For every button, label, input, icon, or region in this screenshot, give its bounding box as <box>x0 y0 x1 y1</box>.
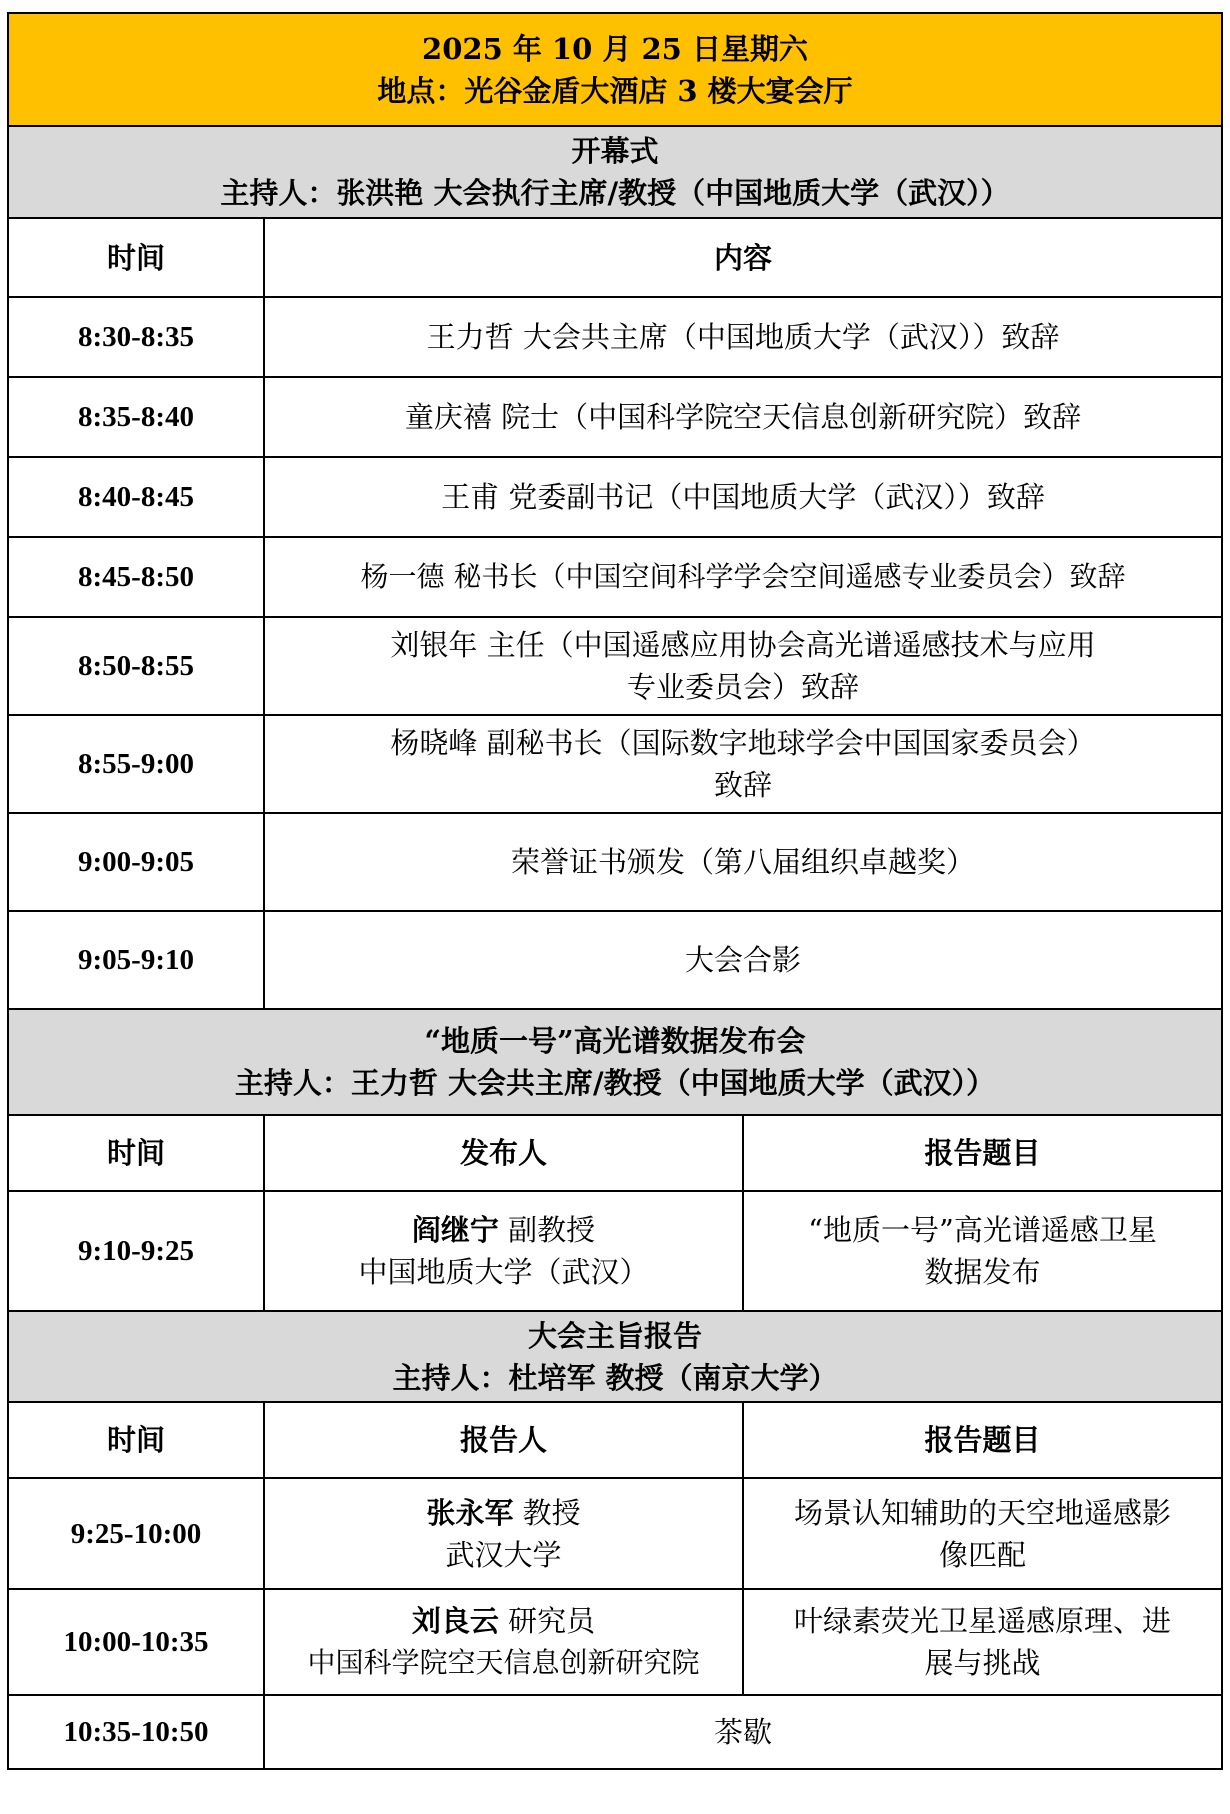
section-host: 主持人：王力哲 大会共主席/教授（中国地质大学（武汉）） <box>234 1066 996 1100</box>
table-row <box>8 617 1222 715</box>
column-header-person: 发布人 <box>264 1115 743 1191</box>
row-person <box>264 1589 743 1695</box>
person-org: 中国科学院空天信息创新研究院 <box>307 1646 700 1679</box>
row-person <box>264 1191 743 1311</box>
table-row <box>8 715 1222 813</box>
column-header-time: 时间 <box>8 1402 264 1478</box>
person-name: 阎继宁 <box>411 1213 499 1247</box>
person-org: 中国地质大学（武汉） <box>358 1255 649 1289</box>
person-role: 副教授 <box>498 1213 596 1247</box>
row-time: 10:00-10:35 <box>8 1589 264 1695</box>
table-row <box>8 1589 1222 1695</box>
row-time: 8:30-8:35 <box>8 297 264 377</box>
tea-break-row <box>8 1695 1222 1769</box>
column-header-person: 报告人 <box>264 1402 743 1478</box>
table-row <box>8 457 1222 537</box>
column-header-time: 时间 <box>8 1115 264 1191</box>
table-row <box>8 1478 1222 1589</box>
opening-column-header <box>8 218 1222 297</box>
row-content: 王甫 党委副书记（中国地质大学（武汉））致辞 <box>264 457 1222 537</box>
row-time: 8:40-8:45 <box>8 457 264 537</box>
section-title: 开幕式 <box>571 134 659 168</box>
keynote-column-header <box>8 1402 1222 1478</box>
table-row <box>8 813 1222 911</box>
row-content: 杨一德 秘书长（中国空间科学学会空间遥感专业委员会）致辞 <box>264 537 1222 617</box>
row-time: 9:25-10:00 <box>8 1478 264 1589</box>
row-content: 荣誉证书颁发（第八届组织卓越奖） <box>264 813 1222 911</box>
column-header-time: 时间 <box>8 218 264 297</box>
person-name: 张永军 <box>426 1495 514 1530</box>
column-header-topic: 报告题目 <box>743 1402 1222 1478</box>
row-topic: 场景认知辅助的天空地遥感影 像匹配 <box>743 1478 1222 1589</box>
row-time: 9:00-9:05 <box>8 813 264 911</box>
date-line: 2025 年 10 月 25 日星期六 <box>422 31 808 66</box>
keynote-section-header <box>8 1311 1222 1402</box>
date-venue-banner <box>8 13 1222 126</box>
table-row <box>8 1191 1222 1311</box>
opening-section-header <box>8 126 1222 218</box>
row-time: 8:35-8:40 <box>8 377 264 457</box>
table-row <box>8 537 1222 617</box>
column-header-topic: 报告题目 <box>743 1115 1222 1191</box>
row-topic: “地质一号”高光谱遥感卫星 数据发布 <box>743 1191 1222 1311</box>
section-host: 主持人：张洪艳 大会执行主席/教授（中国地质大学（武汉）） <box>220 176 1010 210</box>
row-time: 8:55-9:00 <box>8 715 264 813</box>
row-topic: 叶绿素荧光卫星遥感原理、进 展与挑战 <box>743 1589 1222 1695</box>
column-header-content: 内容 <box>264 218 1222 297</box>
row-person <box>264 1478 743 1589</box>
person-name: 刘良云 <box>411 1604 499 1638</box>
table-row <box>8 911 1222 1009</box>
row-time: 9:05-9:10 <box>8 911 264 1009</box>
row-content: 王力哲 大会共主席（中国地质大学（武汉））致辞 <box>264 297 1222 377</box>
table-row <box>8 377 1222 457</box>
row-time: 10:35-10:50 <box>8 1695 264 1769</box>
row-time: 9:10-9:25 <box>8 1191 264 1311</box>
row-content: 杨晓峰 副秘书长（国际数字地球学会中国国家委员会） 致辞 <box>264 715 1222 813</box>
section-title: “地质一号”高光谱数据发布会 <box>424 1024 806 1058</box>
release-column-header <box>8 1115 1222 1191</box>
person-role: 研究员 <box>498 1604 596 1638</box>
agenda-table <box>7 12 1223 1770</box>
row-content: 童庆禧 院士（中国科学院空天信息创新研究院）致辞 <box>264 377 1222 457</box>
row-content: 茶歇 <box>264 1695 1222 1769</box>
section-title: 大会主旨报告 <box>527 1318 702 1353</box>
table-row <box>8 297 1222 377</box>
row-content: 大会合影 <box>264 911 1222 1009</box>
person-org: 武汉大学 <box>445 1537 562 1572</box>
release-section-header <box>8 1009 1222 1115</box>
person-role: 教授 <box>513 1495 581 1530</box>
row-time: 8:50-8:55 <box>8 617 264 715</box>
venue-line: 地点：光谷金盾大酒店 3 楼大宴会厅 <box>377 73 853 108</box>
row-content: 刘银年 主任（中国遥感应用协会高光谱遥感技术与应用 专业委员会）致辞 <box>264 617 1222 715</box>
row-time: 8:45-8:50 <box>8 537 264 617</box>
section-host: 主持人：杜培军 教授（南京大学） <box>392 1360 838 1395</box>
